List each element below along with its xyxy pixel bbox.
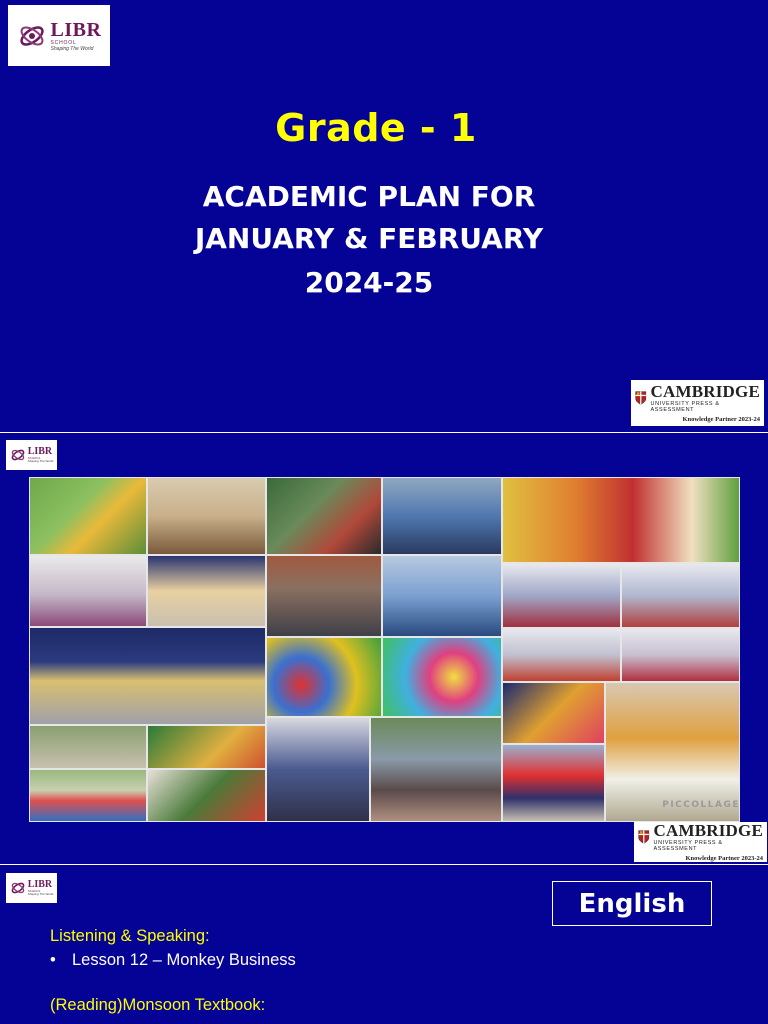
libr-swirl-icon (10, 447, 26, 463)
photo-sports-hall (383, 556, 501, 636)
grade-title: Grade - 1 (275, 106, 477, 150)
photo-group-stage (148, 478, 265, 554)
photo-dance-stage (503, 683, 604, 743)
cambridge-sub: UNIVERSITY PRESS & ASSESSMENT (653, 840, 723, 852)
cambridge-shield-icon (638, 826, 650, 848)
photo-ball-pit-1 (267, 638, 381, 716)
photo-student-award-4 (622, 629, 739, 681)
reading-heading: (Reading)Monsoon Textbook: (50, 996, 266, 1014)
subject-title-box: English (552, 881, 712, 926)
logo-name: LIBR (27, 879, 53, 890)
cambridge-partner: Knowledge Partner 2023-24 (685, 855, 763, 862)
cambridge-badge-2 (634, 822, 767, 862)
libr-swirl-icon (10, 880, 26, 896)
photo-student-award-3 (503, 629, 620, 681)
listening-speaking-heading: Listening & Speaking: (50, 927, 210, 945)
list-item (50, 951, 296, 970)
logo-tagline: Shaping The World (27, 459, 54, 463)
piccollage-watermark: PICCOLLAGE (662, 800, 740, 810)
libr-school-logo-small (6, 440, 57, 470)
photo-certificate-students (267, 718, 369, 821)
photo-teacher-speaking (267, 478, 381, 554)
cambridge-partner: Knowledge Partner 2023-24 (682, 416, 760, 423)
photo-outdoor-event (503, 745, 604, 821)
photo-certificates (148, 556, 265, 626)
logo-sub: SCHOOL (27, 456, 41, 460)
libr-swirl-icon (17, 21, 47, 51)
logo-name: LIBR (50, 18, 102, 41)
photo-splash-play (383, 478, 501, 554)
photo-lion-craft (30, 478, 146, 554)
photo-ball-pit-2 (383, 638, 501, 716)
logo-sub: SCHOOL (27, 889, 41, 893)
title-slide (0, 0, 768, 432)
photo-rainbow-run (30, 770, 146, 821)
photo-collage (29, 477, 740, 822)
libr-school-logo (8, 5, 110, 66)
cambridge-name: CAMBRIDGE (650, 382, 760, 401)
photo-school-gathering (371, 718, 501, 821)
plan-title-line-1: ACADEMIC PLAN FOR (202, 180, 536, 213)
plan-title-line-2: JANUARY & FEBRUARY (194, 222, 544, 255)
bullet-dot-icon: • (50, 951, 56, 969)
photo-slide-play (148, 726, 265, 768)
cambridge-name: CAMBRIDGE (653, 821, 763, 840)
photo-mythology-costumes (503, 478, 739, 562)
logo-sub: SCHOOL (50, 39, 77, 46)
lesson-item: Lesson 12 – Monkey Business (72, 951, 296, 969)
photo-student-award-2 (622, 564, 739, 627)
logo-tagline: Shaping The World (27, 892, 54, 896)
cambridge-shield-icon (635, 387, 647, 409)
cambridge-sub: UNIVERSITY PRESS & ASSESSMENT (650, 401, 720, 413)
photo-costume-class (30, 556, 146, 626)
logo-tagline: Shaping The World (50, 45, 94, 52)
photo-climbing-frame (148, 770, 265, 821)
libr-school-logo-small (6, 873, 57, 903)
logo-name: LIBR (27, 446, 53, 457)
photo-costume-lineup (30, 628, 265, 724)
photo-assembly (267, 556, 381, 636)
plan-year: 2024-25 (304, 266, 434, 299)
cambridge-badge (631, 380, 764, 426)
photo-playground (30, 726, 146, 768)
photo-student-award-1 (503, 564, 620, 627)
